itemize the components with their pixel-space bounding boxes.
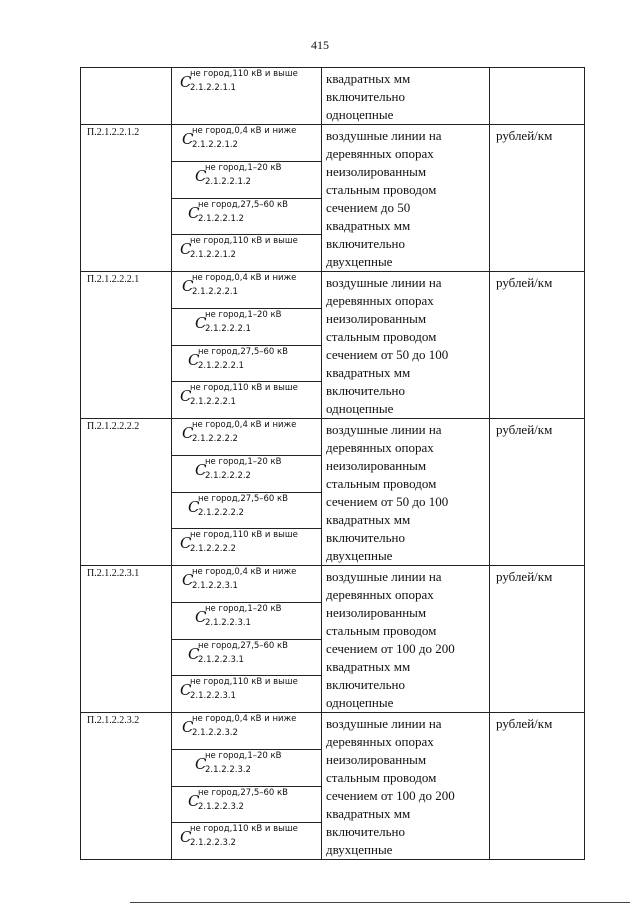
description-line: стальным проводом [326,623,437,638]
formula [172,750,321,780]
description-line: воздушные линии на [326,128,442,143]
formula-cell [172,823,322,860]
formula-subscript: 2.1.2.2.3.1 [192,581,238,591]
formula-superscript: не город,110 кВ и выше [190,236,298,247]
description-line: включительно [326,383,405,398]
formula-cell [172,125,322,162]
unit-label: рублей/км [496,569,553,584]
formula-cell [172,198,322,235]
formula [172,713,321,743]
description-line: воздушные линии на [326,569,442,584]
description-line: воздушные линии на [326,716,442,731]
table-row [81,272,585,309]
description-line: воздушные линии на [326,275,442,290]
description-line: деревянных опорах [326,146,434,161]
unit-label: рублей/км [496,422,553,437]
formula-subscript: 2.1.2.2.2.1 [192,287,238,297]
formula-cell [172,529,322,566]
description-line: сечением от 100 до 200 [326,641,455,656]
formula-cell [172,161,322,198]
formula-subscript: 2.1.2.2.2.2 [205,470,251,481]
table-row [81,566,585,603]
description-line: стальным проводом [326,770,437,785]
unit-label: рублей/км [496,128,553,143]
formula-symbol: C [182,718,194,736]
description-line: неизолированным [326,458,427,473]
code-cell [81,272,172,419]
formula-cell [172,455,322,492]
description-line: включительно [326,530,405,545]
formula-subscript: 2.1.2.2.2.1 [190,397,236,408]
formula-superscript: не город,0,4 кВ и ниже [192,420,297,430]
row-code: П.2.1.2.2.3.1 [87,568,140,579]
unit-cell [490,68,585,125]
formula [172,456,321,486]
formula [172,566,321,596]
description-line: включительно [326,236,405,251]
description-line: квадратных мм [326,806,411,821]
description-line: квадратных мм [326,512,411,527]
formula-cell [172,713,322,750]
description-line: одноцепные [326,695,394,710]
formula-symbol: C [195,607,207,626]
description-line: двухцепные [326,842,393,857]
unit-cell [490,713,585,860]
formula-symbol: C [182,424,194,442]
description-cell [322,713,490,860]
formula [172,346,321,376]
description-line: одноцепные [326,401,394,416]
formula [172,309,321,339]
description-cell [322,68,490,125]
formula-symbol: C [188,791,200,810]
formula-cell [172,382,322,419]
formula-cell [172,786,322,823]
code-cell [81,419,172,566]
description-line: сечением от 100 до 200 [326,788,455,803]
code-cell [81,68,172,125]
formula-superscript: не город,0,4 кВ и ниже [192,126,297,136]
description-line: деревянных опорах [326,734,434,749]
formula-cell [172,235,322,272]
formula-superscript: не город,0,4 кВ и ниже [192,273,297,283]
description-line: одноцепные [326,107,394,122]
formula-symbol: C [195,313,207,332]
formula-cell [172,602,322,639]
formula-superscript: не город,27,5–60 кВ [198,346,288,357]
formula-symbol: C [188,203,200,222]
formula-subscript: 2.1.2.2.2.1 [205,323,251,334]
formula [172,68,321,98]
formula [172,787,321,817]
description-line: включительно [326,677,405,692]
formula-superscript: не город,1–20 кВ [205,603,282,614]
description-line: стальным проводом [326,476,437,491]
description-line: неизолированным [326,164,427,179]
formula-subscript: 2.1.2.2.3.2 [198,801,244,812]
formula-subscript: 2.1.2.2.1.2 [198,213,244,224]
formula-subscript: 2.1.2.2.3.2 [192,728,238,738]
table-row-continued [81,68,585,125]
formula [172,676,321,706]
formula-subscript: 2.1.2.2.1.2 [205,176,251,187]
formula-symbol: C [195,166,207,185]
formula [172,493,321,523]
formula-subscript: 2.1.2.2.2.2 [198,507,244,518]
formula [172,640,321,670]
description-line: включительно [326,89,405,104]
table-row [81,713,585,750]
table-row [81,125,585,162]
description-cell [322,125,490,272]
unit-cell [490,419,585,566]
description-line: включительно [326,824,405,839]
formula-subscript: 2.1.2.2.2.1 [198,360,244,371]
formula-subscript: 2.1.2.2.3.1 [198,654,244,665]
footer-rule [130,902,630,903]
formula-superscript: не город,27,5–60 кВ [198,493,288,504]
formula-symbol: C [182,277,194,295]
formula-symbol: C [180,534,192,553]
formula-subscript: 2.1.2.2.3.2 [205,764,251,775]
tariff-table [80,67,585,860]
formula [172,235,321,265]
formula-symbol: C [195,754,207,773]
formula-symbol: C [188,350,200,369]
description-line: квадратных мм [326,659,411,674]
formula [172,382,321,412]
description-line: сечением от 50 до 100 [326,347,449,362]
unit-cell [490,566,585,713]
description-line: стальным проводом [326,329,437,344]
formula-superscript: не город,1–20 кВ [205,456,282,467]
formula-symbol: C [182,130,194,148]
formula-cell [172,566,322,603]
description-line: воздушные линии на [326,422,442,437]
formula-symbol: C [180,73,192,91]
formula-subscript: 2.1.2.2.2.2 [192,434,238,444]
code-cell [81,125,172,272]
description-cell [322,566,490,713]
formula-superscript: не город,27,5–60 кВ [198,199,288,210]
formula-subscript: 2.1.2.2.1.2 [192,140,238,150]
formula [172,199,321,229]
formula-cell [172,749,322,786]
formula-cell [172,68,322,125]
formula-superscript: не город,1–20 кВ [205,750,282,761]
formula-subscript: 2.1.2.2.2.2 [190,544,236,555]
description-line: деревянных опорах [326,440,434,455]
description-line: стальным проводом [326,182,437,197]
formula-cell [172,639,322,676]
formula-cell [172,676,322,713]
formula-cell [172,492,322,529]
description-line: неизолированным [326,752,427,767]
formula-subscript: 2.1.2.2.1.2 [190,250,236,261]
description-line: сечением до 50 [326,200,411,215]
formula-subscript: 2.1.2.2.3.1 [205,617,251,628]
description-line: квадратных мм [326,218,411,233]
formula-superscript: не город,1–20 кВ [205,309,282,320]
description-line: неизолированным [326,605,427,620]
page-number: 415 [311,38,329,52]
formula-subscript: 2.1.2.2.1.1 [190,83,236,93]
formula [172,419,321,449]
table-row [81,419,585,456]
description-line: неизолированным [326,311,427,326]
formula-cell [172,272,322,309]
formula-subscript: 2.1.2.2.3.1 [190,691,236,702]
row-code: П.2.1.2.2.2.1 [87,274,140,285]
formula [172,823,321,853]
description-line: квадратных мм [326,365,411,380]
formula-superscript: не город,110 кВ и выше [190,383,298,394]
formula [172,162,321,192]
description-line: деревянных опорах [326,293,434,308]
formula [172,125,321,155]
formula-subscript: 2.1.2.2.3.2 [190,838,236,849]
formula-superscript: не город,0,4 кВ и ниже [192,567,297,577]
formula-superscript: не город,110 кВ и выше [190,677,298,688]
formula [172,603,321,633]
unit-label: рублей/км [496,275,553,290]
formula-symbol: C [195,460,207,479]
formula-symbol: C [188,644,200,663]
code-cell [81,713,172,860]
description-line: двухцепные [326,254,393,269]
formula-symbol: C [180,828,192,847]
description-line: двухцепные [326,548,393,563]
formula-symbol: C [180,387,192,406]
description-cell [322,419,490,566]
description-line: сечением от 50 до 100 [326,494,449,509]
unit-label: рублей/км [496,716,553,731]
code-cell [81,566,172,713]
formula-cell [172,308,322,345]
formula-symbol: C [180,681,192,700]
description-line: деревянных опорах [326,587,434,602]
description-line: квадратных мм [326,71,411,86]
formula-superscript: не город,0,4 кВ и ниже [192,714,297,724]
row-code: П.2.1.2.2.2.2 [87,421,140,432]
formula-symbol: C [188,497,200,516]
unit-cell [490,272,585,419]
formula-cell [172,345,322,382]
formula-superscript: не город,110 кВ и выше [190,530,298,541]
formula-superscript: не город,1–20 кВ [205,162,282,173]
description-cell [322,272,490,419]
formula-superscript: не город,110 кВ и выше [190,69,298,79]
formula [172,272,321,302]
formula-cell [172,419,322,456]
formula-symbol: C [180,240,192,259]
formula-symbol: C [182,571,194,589]
formula-superscript: не город,27,5–60 кВ [198,787,288,798]
unit-cell [490,125,585,272]
row-code: П.2.1.2.2.1.2 [87,127,140,138]
row-code: П.2.1.2.2.3.2 [87,715,140,726]
formula [172,529,321,559]
formula-superscript: не город,110 кВ и выше [190,824,298,835]
formula-superscript: не город,27,5–60 кВ [198,640,288,651]
